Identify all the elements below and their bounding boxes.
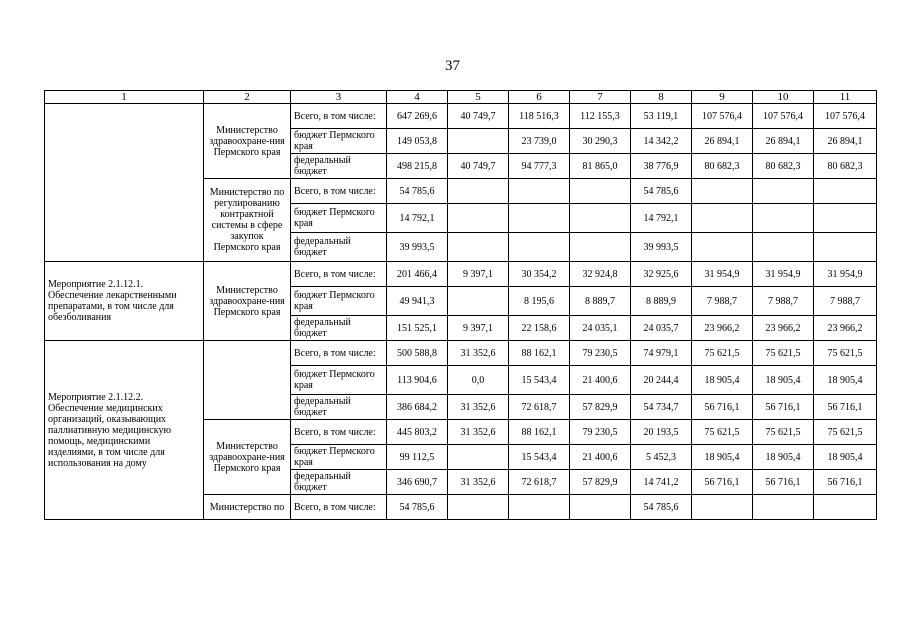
source-cell: бюджет Пермского края: [291, 445, 387, 470]
source-cell: бюджет Пермского края: [291, 366, 387, 395]
responsible-cell-empty: [204, 341, 291, 420]
value-cell: 9 397,1: [448, 262, 509, 287]
column-header: 5: [448, 91, 509, 104]
page-number: 37: [445, 58, 460, 74]
column-header: 3: [291, 91, 387, 104]
value-cell: 8 195,6: [509, 287, 570, 316]
value-cell: [448, 129, 509, 154]
value-cell: 38 776,9: [631, 154, 692, 179]
value-cell: 107 576,4: [753, 104, 814, 129]
value-cell: [570, 179, 631, 204]
value-cell: 8 889,7: [570, 287, 631, 316]
value-cell: 22 158,6: [509, 316, 570, 341]
source-cell: федеральный бюджет: [291, 316, 387, 341]
source-cell: Всего, в том числе:: [291, 341, 387, 366]
column-header: 11: [814, 91, 877, 104]
value-cell: [570, 495, 631, 520]
value-cell: 8 889,9: [631, 287, 692, 316]
source-cell: федеральный бюджет: [291, 395, 387, 420]
value-cell: 31 954,9: [692, 262, 753, 287]
value-cell: 21 400,6: [570, 366, 631, 395]
value-cell: 386 684,2: [387, 395, 448, 420]
value-cell: 24 035,1: [570, 316, 631, 341]
value-cell: 80 682,3: [814, 154, 877, 179]
value-cell: 498 215,8: [387, 154, 448, 179]
value-cell: 0,0: [448, 366, 509, 395]
activity-cell: Мероприятие 2.1.12.1. Обеспечение лекарственными препаратами, в том числе для обезболивания: [45, 262, 204, 341]
value-cell: 31 352,6: [448, 420, 509, 445]
value-cell: 74 979,1: [631, 341, 692, 366]
table-row: [45, 262, 877, 287]
value-cell: 56 716,1: [753, 470, 814, 495]
value-cell: 54 785,6: [387, 179, 448, 204]
responsible-cell: Министерство здравоохране-ния Пермского края: [204, 420, 291, 495]
source-cell: федеральный бюджет: [291, 154, 387, 179]
source-cell: федеральный бюджет: [291, 470, 387, 495]
value-cell: 75 621,5: [692, 420, 753, 445]
value-cell: [692, 179, 753, 204]
value-cell: 31 954,9: [814, 262, 877, 287]
column-header: 7: [570, 91, 631, 104]
value-cell: [570, 204, 631, 233]
responsible-cell: Министерство здравоохране-ния Пермского края: [204, 104, 291, 179]
value-cell: 31 352,6: [448, 395, 509, 420]
value-cell: 346 690,7: [387, 470, 448, 495]
column-header: 1: [45, 91, 204, 104]
value-cell: 72 618,7: [509, 395, 570, 420]
source-cell: федеральный бюджет: [291, 233, 387, 262]
value-cell: 56 716,1: [692, 395, 753, 420]
value-cell: 99 112,5: [387, 445, 448, 470]
value-cell: 18 905,4: [753, 445, 814, 470]
column-header: 10: [753, 91, 814, 104]
value-cell: 79 230,5: [570, 420, 631, 445]
value-cell: 75 621,5: [814, 420, 877, 445]
value-cell: 31 352,6: [448, 470, 509, 495]
value-cell: 23 966,2: [692, 316, 753, 341]
value-cell: 7 988,7: [753, 287, 814, 316]
value-cell: 88 162,1: [509, 420, 570, 445]
value-cell: 149 053,8: [387, 129, 448, 154]
value-cell: 26 894,1: [814, 129, 877, 154]
value-cell: 23 966,2: [814, 316, 877, 341]
value-cell: 26 894,1: [753, 129, 814, 154]
value-cell: 80 682,3: [753, 154, 814, 179]
value-cell: 31 954,9: [753, 262, 814, 287]
value-cell: [448, 287, 509, 316]
value-cell: 15 543,4: [509, 366, 570, 395]
value-cell: [753, 495, 814, 520]
value-cell: 7 988,7: [814, 287, 877, 316]
activity-cell-empty: [45, 104, 204, 262]
value-cell: 75 621,5: [753, 341, 814, 366]
responsible-cell: Министерство по: [204, 495, 291, 520]
budget-table: [44, 90, 877, 520]
value-cell: 18 905,4: [692, 366, 753, 395]
value-cell: 32 924,8: [570, 262, 631, 287]
value-cell: [814, 179, 877, 204]
column-header: 8: [631, 91, 692, 104]
value-cell: 113 904,6: [387, 366, 448, 395]
value-cell: 31 352,6: [448, 341, 509, 366]
value-cell: [448, 233, 509, 262]
value-cell: [814, 204, 877, 233]
value-cell: 107 576,4: [692, 104, 753, 129]
column-header: 4: [387, 91, 448, 104]
value-cell: 39 993,5: [387, 233, 448, 262]
value-cell: [692, 204, 753, 233]
value-cell: 49 941,3: [387, 287, 448, 316]
value-cell: 39 993,5: [631, 233, 692, 262]
value-cell: 56 716,1: [814, 395, 877, 420]
value-cell: [509, 233, 570, 262]
value-cell: 14 792,1: [387, 204, 448, 233]
value-cell: 40 749,7: [448, 154, 509, 179]
value-cell: [753, 233, 814, 262]
source-cell: Всего, в том числе:: [291, 104, 387, 129]
value-cell: [448, 495, 509, 520]
value-cell: 500 588,8: [387, 341, 448, 366]
source-cell: бюджет Пермского края: [291, 287, 387, 316]
value-cell: [753, 204, 814, 233]
value-cell: 18 905,4: [692, 445, 753, 470]
value-cell: [448, 204, 509, 233]
value-cell: 20 193,5: [631, 420, 692, 445]
column-header: 6: [509, 91, 570, 104]
column-number-row: [45, 91, 877, 104]
value-cell: 26 894,1: [692, 129, 753, 154]
column-header: 9: [692, 91, 753, 104]
value-cell: 118 516,3: [509, 104, 570, 129]
value-cell: 75 621,5: [692, 341, 753, 366]
value-cell: [692, 233, 753, 262]
value-cell: 94 777,3: [509, 154, 570, 179]
value-cell: [692, 495, 753, 520]
value-cell: [753, 179, 814, 204]
value-cell: 56 716,1: [753, 395, 814, 420]
value-cell: 88 162,1: [509, 341, 570, 366]
activity-cell: Мероприятие 2.1.12.2. Обеспечение медицинских организаций, оказывающих паллиативную медицинскую помощь, медицинскими изделиями, в том числе для использования на дому: [45, 341, 204, 520]
value-cell: [814, 233, 877, 262]
source-cell: Всего, в том числе:: [291, 262, 387, 287]
value-cell: 23 739,0: [509, 129, 570, 154]
column-header: 2: [204, 91, 291, 104]
value-cell: 14 792,1: [631, 204, 692, 233]
value-cell: 24 035,7: [631, 316, 692, 341]
value-cell: 54 785,6: [631, 179, 692, 204]
value-cell: 56 716,1: [814, 470, 877, 495]
value-cell: 40 749,7: [448, 104, 509, 129]
value-cell: 201 466,4: [387, 262, 448, 287]
value-cell: 18 905,4: [753, 366, 814, 395]
source-cell: Всего, в том числе:: [291, 179, 387, 204]
responsible-cell: Министерство по регулированию контрактной системы в сфере закупок Пермского края: [204, 179, 291, 262]
value-cell: 53 119,1: [631, 104, 692, 129]
value-cell: 80 682,3: [692, 154, 753, 179]
value-cell: 647 269,6: [387, 104, 448, 129]
value-cell: 21 400,6: [570, 445, 631, 470]
value-cell: 54 785,6: [631, 495, 692, 520]
value-cell: 445 803,2: [387, 420, 448, 445]
value-cell: 81 865,0: [570, 154, 631, 179]
source-cell: Всего, в том числе:: [291, 420, 387, 445]
table-row: [45, 341, 877, 366]
value-cell: 54 734,7: [631, 395, 692, 420]
value-cell: 5 452,3: [631, 445, 692, 470]
value-cell: [448, 445, 509, 470]
value-cell: 23 966,2: [753, 316, 814, 341]
value-cell: 107 576,4: [814, 104, 877, 129]
value-cell: [509, 204, 570, 233]
value-cell: 18 905,4: [814, 445, 877, 470]
source-cell: бюджет Пермского края: [291, 204, 387, 233]
value-cell: [570, 233, 631, 262]
value-cell: 151 525,1: [387, 316, 448, 341]
value-cell: 75 621,5: [814, 341, 877, 366]
value-cell: 57 829,9: [570, 395, 631, 420]
value-cell: 72 618,7: [509, 470, 570, 495]
value-cell: 75 621,5: [753, 420, 814, 445]
value-cell: 56 716,1: [692, 470, 753, 495]
value-cell: [509, 495, 570, 520]
value-cell: 30 354,2: [509, 262, 570, 287]
value-cell: 32 925,6: [631, 262, 692, 287]
value-cell: [814, 495, 877, 520]
value-cell: [448, 179, 509, 204]
value-cell: 18 905,4: [814, 366, 877, 395]
value-cell: 9 397,1: [448, 316, 509, 341]
value-cell: 14 741,2: [631, 470, 692, 495]
value-cell: 30 290,3: [570, 129, 631, 154]
source-cell: бюджет Пермского края: [291, 129, 387, 154]
table-body: [45, 104, 877, 520]
value-cell: 57 829,9: [570, 470, 631, 495]
responsible-cell: Министерство здравоохране-ния Пермского края: [204, 262, 291, 341]
value-cell: [509, 179, 570, 204]
value-cell: 54 785,6: [387, 495, 448, 520]
value-cell: 112 155,3: [570, 104, 631, 129]
value-cell: 15 543,4: [509, 445, 570, 470]
table-row: [45, 104, 877, 129]
value-cell: 14 342,2: [631, 129, 692, 154]
source-cell: Всего, в том числе:: [291, 495, 387, 520]
value-cell: 79 230,5: [570, 341, 631, 366]
value-cell: 20 244,4: [631, 366, 692, 395]
value-cell: 7 988,7: [692, 287, 753, 316]
